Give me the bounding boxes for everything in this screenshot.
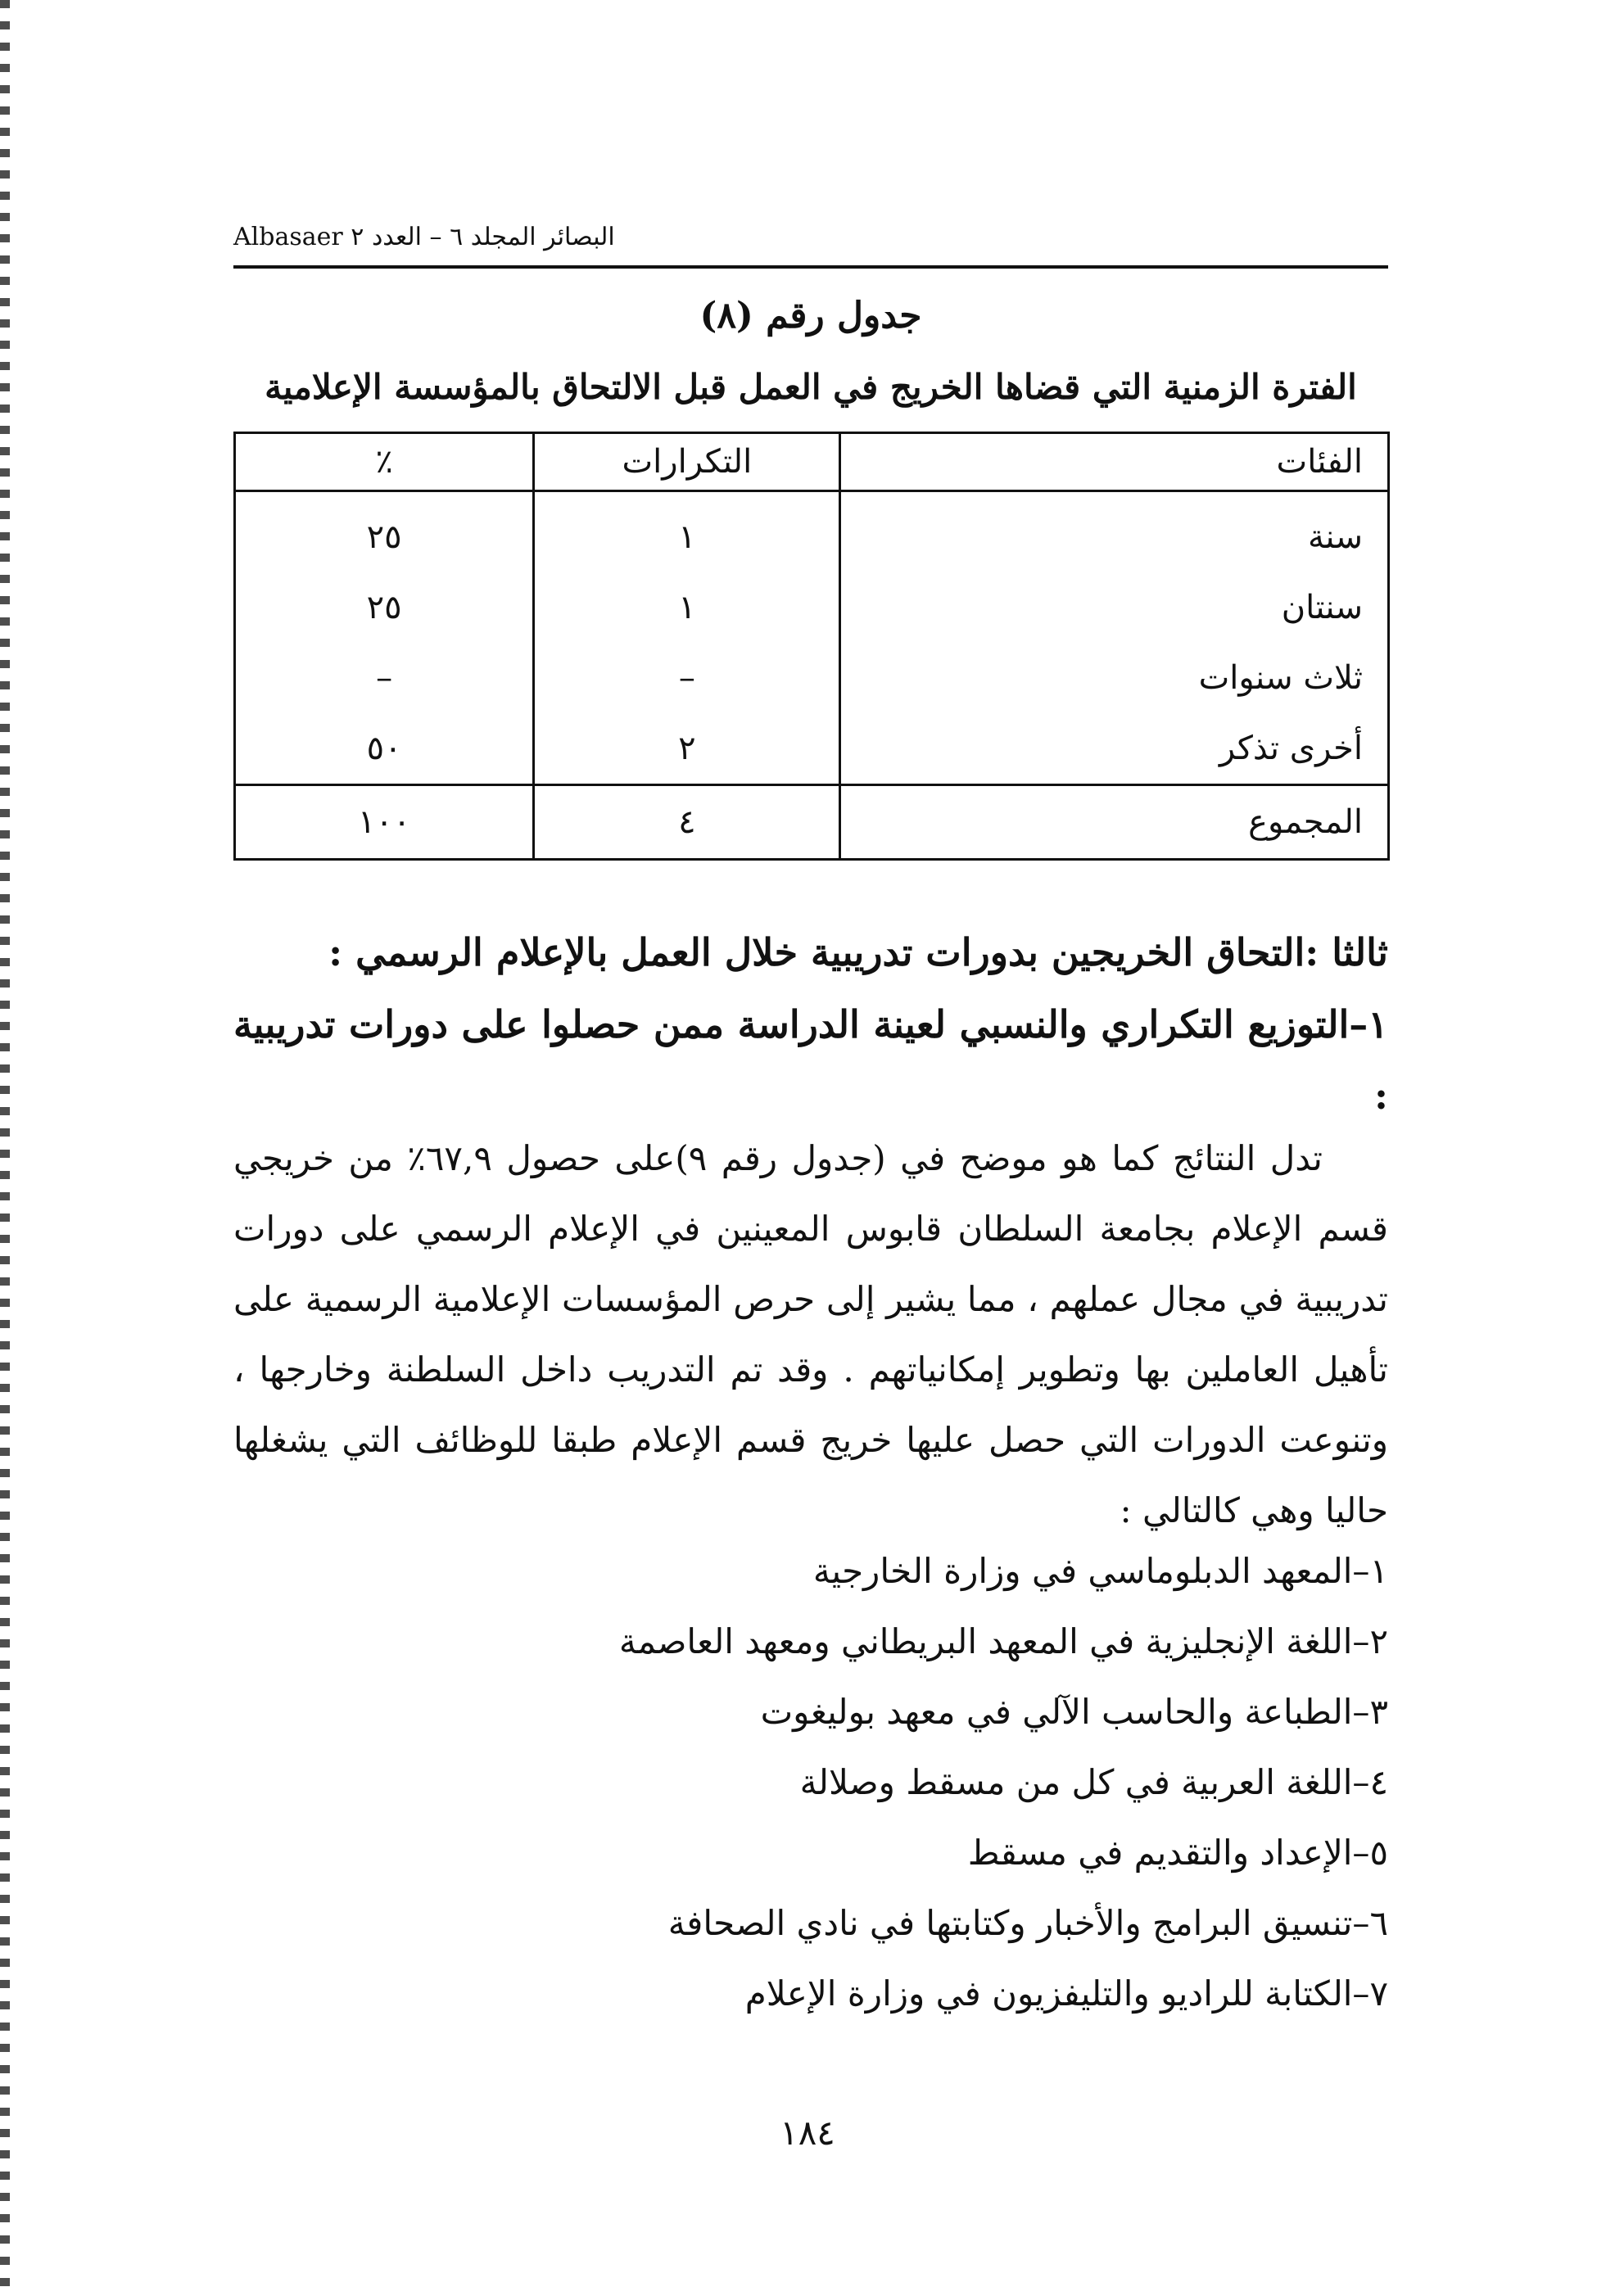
table-row [235,572,1389,643]
table-number-title: جدول رقم (٨) [699,295,922,337]
duration-table [233,432,1390,861]
total-label-cell: المجموع [840,785,1389,860]
percent-cell: ٢٥ [235,491,534,573]
table-header-row [235,433,1389,491]
column-header-frequency: التكرارات [534,433,840,491]
category-cell: سنة [840,491,1389,573]
category-cell: أخرى تذكر [840,713,1389,785]
courses-list [619,1536,1388,2029]
table-row [235,713,1389,785]
list-item: ٦–تنسيق البرامج والأخبار وكتابتها في نادي الصحافة [667,1903,1388,1943]
table-row [235,643,1389,713]
section-heading: ثالثا :التحاق الخريجين بدورات تدريبية خلال العمل بالإعلام الرسمي : [328,930,1388,974]
list-item: ١–المعهد الدبلوماسي في وزارة الخارجية [812,1551,1388,1591]
list-item: ٧–الكتابة للراديو والتليفزيون في وزارة الإعلام [744,1973,1388,2014]
page-number: ١٨٤ [780,2113,835,2153]
header-rule [233,265,1388,269]
frequency-cell: – [534,643,840,713]
percent-cell: ٢٥ [235,572,534,643]
frequency-cell: ٢ [534,713,840,785]
total-percent-cell: ١٠٠ [235,785,534,860]
percent-cell: – [235,643,534,713]
frequency-cell: ١ [534,572,840,643]
frequency-cell: ١ [534,491,840,573]
journal-header: البصائر المجلد ٦ – العدد ٢ Albasaer [233,223,615,251]
table-caption: الفترة الزمنية التي قضاها الخريج في العمل قبل الالتحاق بالمؤسسة الإعلامية [265,367,1357,407]
binding-edge [0,0,10,2296]
list-item: ٣–الطباعة والحاسب الآلي في معهد بوليغوت [760,1692,1388,1732]
total-frequency-cell: ٤ [534,785,840,860]
percent-cell: ٥٠ [235,713,534,785]
column-header-category: الفئات [840,433,1389,491]
list-item: ٤–اللغة العربية في كل من مسقط وصلالة [799,1762,1388,1802]
running-header [233,215,1388,265]
category-cell: سنتان [840,572,1389,643]
section-subheading: ١–التوزيع التكراري والنسبي لعينة الدراسة ممن حصلوا على دورات تدريبية : [233,1002,1388,1118]
column-header-percent: ٪ [235,433,534,491]
body-paragraph: تدل النتائج كما هو موضح في (جدول رقم ٩)على حصول ٦٧,٩٪ من خريجي قسم الإعلام بجامعة السلطان قابوس المعينين في الإعلام الرسمي على دورات تدريبية في مجال عملهم ، مما يشير إلى حرص المؤسسات الإعلامية الرسمية على تأهيل العاملين بها وتطوير إمكانياتهم . وقد تم التدريب داخل السلطنة وخارجها ، وتنوعت الدورات التي حصل عليها خريج قسم الإعلام طبقا للوظائف التي يشغلها حاليا وهي كالتالي : [233,1138,1388,1530]
table-total-row [235,785,1389,860]
category-cell: ثلاث سنوات [840,643,1389,713]
list-item: ٢–اللغة الإنجليزية في المعهد البريطاني ومعهد العاصمة [618,1621,1388,1661]
table-row [235,491,1389,573]
list-item: ٥–الإعداد والتقديم في مسقط [967,1833,1388,1873]
